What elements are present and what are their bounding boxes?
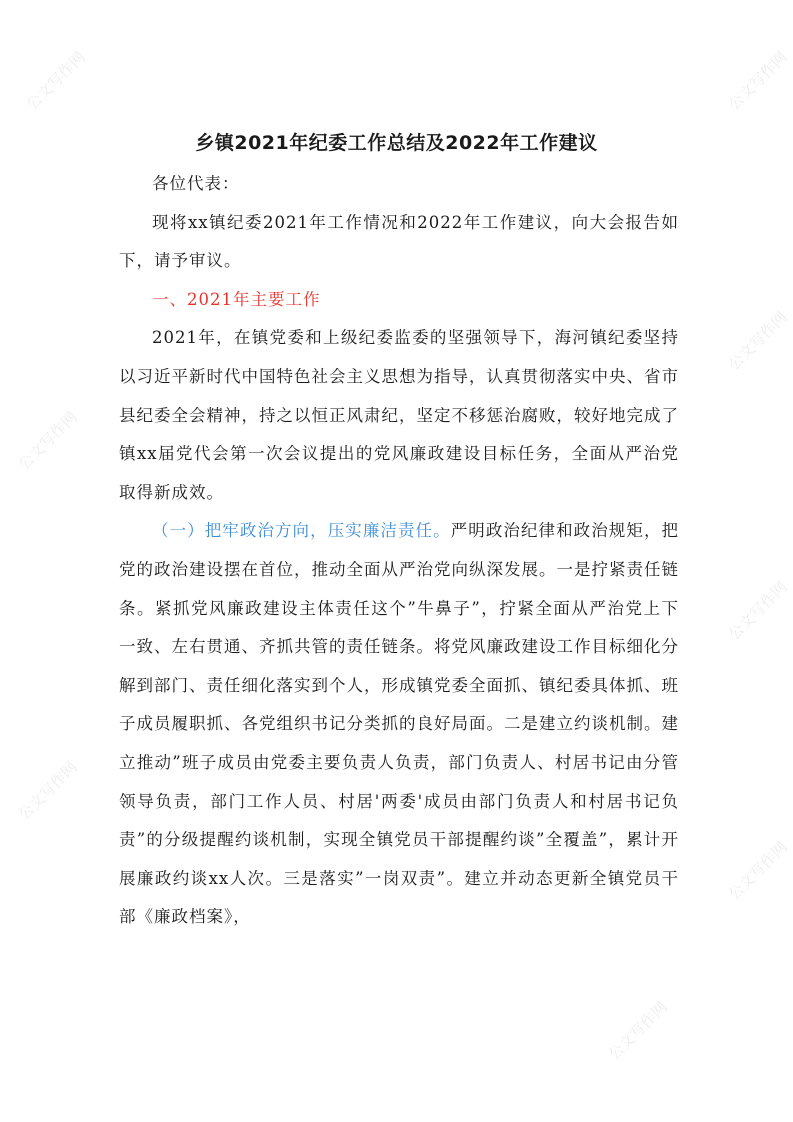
body-paragraph: 2021年，在镇党委和上级纪委监委的坚强领导下，海河镇纪委坚持以习近平新时代中国特色社会主义思想为指导，认真贯彻落实中央、省市县纪委全会精神，持之以恒正风肃纪，坚定不移惩治腐败，较好地完成了镇xx届党代会第一次会议提出的党风廉政建设目标任务，全面从严治党取得新成效。 [119, 328, 679, 502]
watermark-text: 公文写作网 [724, 577, 791, 644]
watermark-text: 公文写作网 [604, 997, 671, 1064]
intro-paragraph: 现将xx镇纪委2021年工作情况和2022年工作建议，向大会报告如下，请予审议。 [119, 212, 679, 271]
section-heading: 一、2021年主要工作 [152, 289, 321, 309]
document-body [119, 165, 679, 937]
watermark-text: 公文写作网 [724, 837, 791, 904]
watermark-text: 公文写作网 [724, 307, 791, 374]
watermark-text: 公文写作网 [724, 47, 791, 114]
subsection-paragraph [119, 512, 679, 937]
document-title: 乡镇2021年纪委工作总结及2022年工作建议 [195, 132, 598, 154]
salutation: 各位代表： [152, 174, 240, 193]
subsection-body: 严明政治纪律和政治规矩，把党的政治建设摆在首位，推动全面从严治党向纵深发展。一是拧紧责任链条。紧抓党风廉政建设主体责任这个”牛鼻子”，拧紧全面从严治党上下一致、左右贯通、齐抓共管的责任链条。将党风廉政建设工作目标细化分解到部门、责任细化落实到个人，形成镇党委全面抓、镇纪委具体抓、班子成员履职抓、各党组织书记分类抓的良好局面。二是建立约谈机制。建立推动”班子成员由党委主要负责人负责，部门负责人、村居书记由分管领导负责，部门工作人员、村居'两委'成员由部门负责人和村居书记负责”的分级提醒约谈机制，实现全镇党员干部提醒约谈”全覆盖”，累计开展廉政约谈xx人次。三是落实”一岗双责”。建立并动态更新全镇党员干部《廉政档案》， [119, 521, 680, 927]
watermark-text: 公文写作网 [14, 757, 81, 824]
subsection-heading: （一）把牢政治方向，压实廉洁责任。 [152, 521, 451, 541]
watermark-text: 公文写作网 [14, 407, 81, 474]
watermark-text: 公文写作网 [22, 47, 89, 114]
